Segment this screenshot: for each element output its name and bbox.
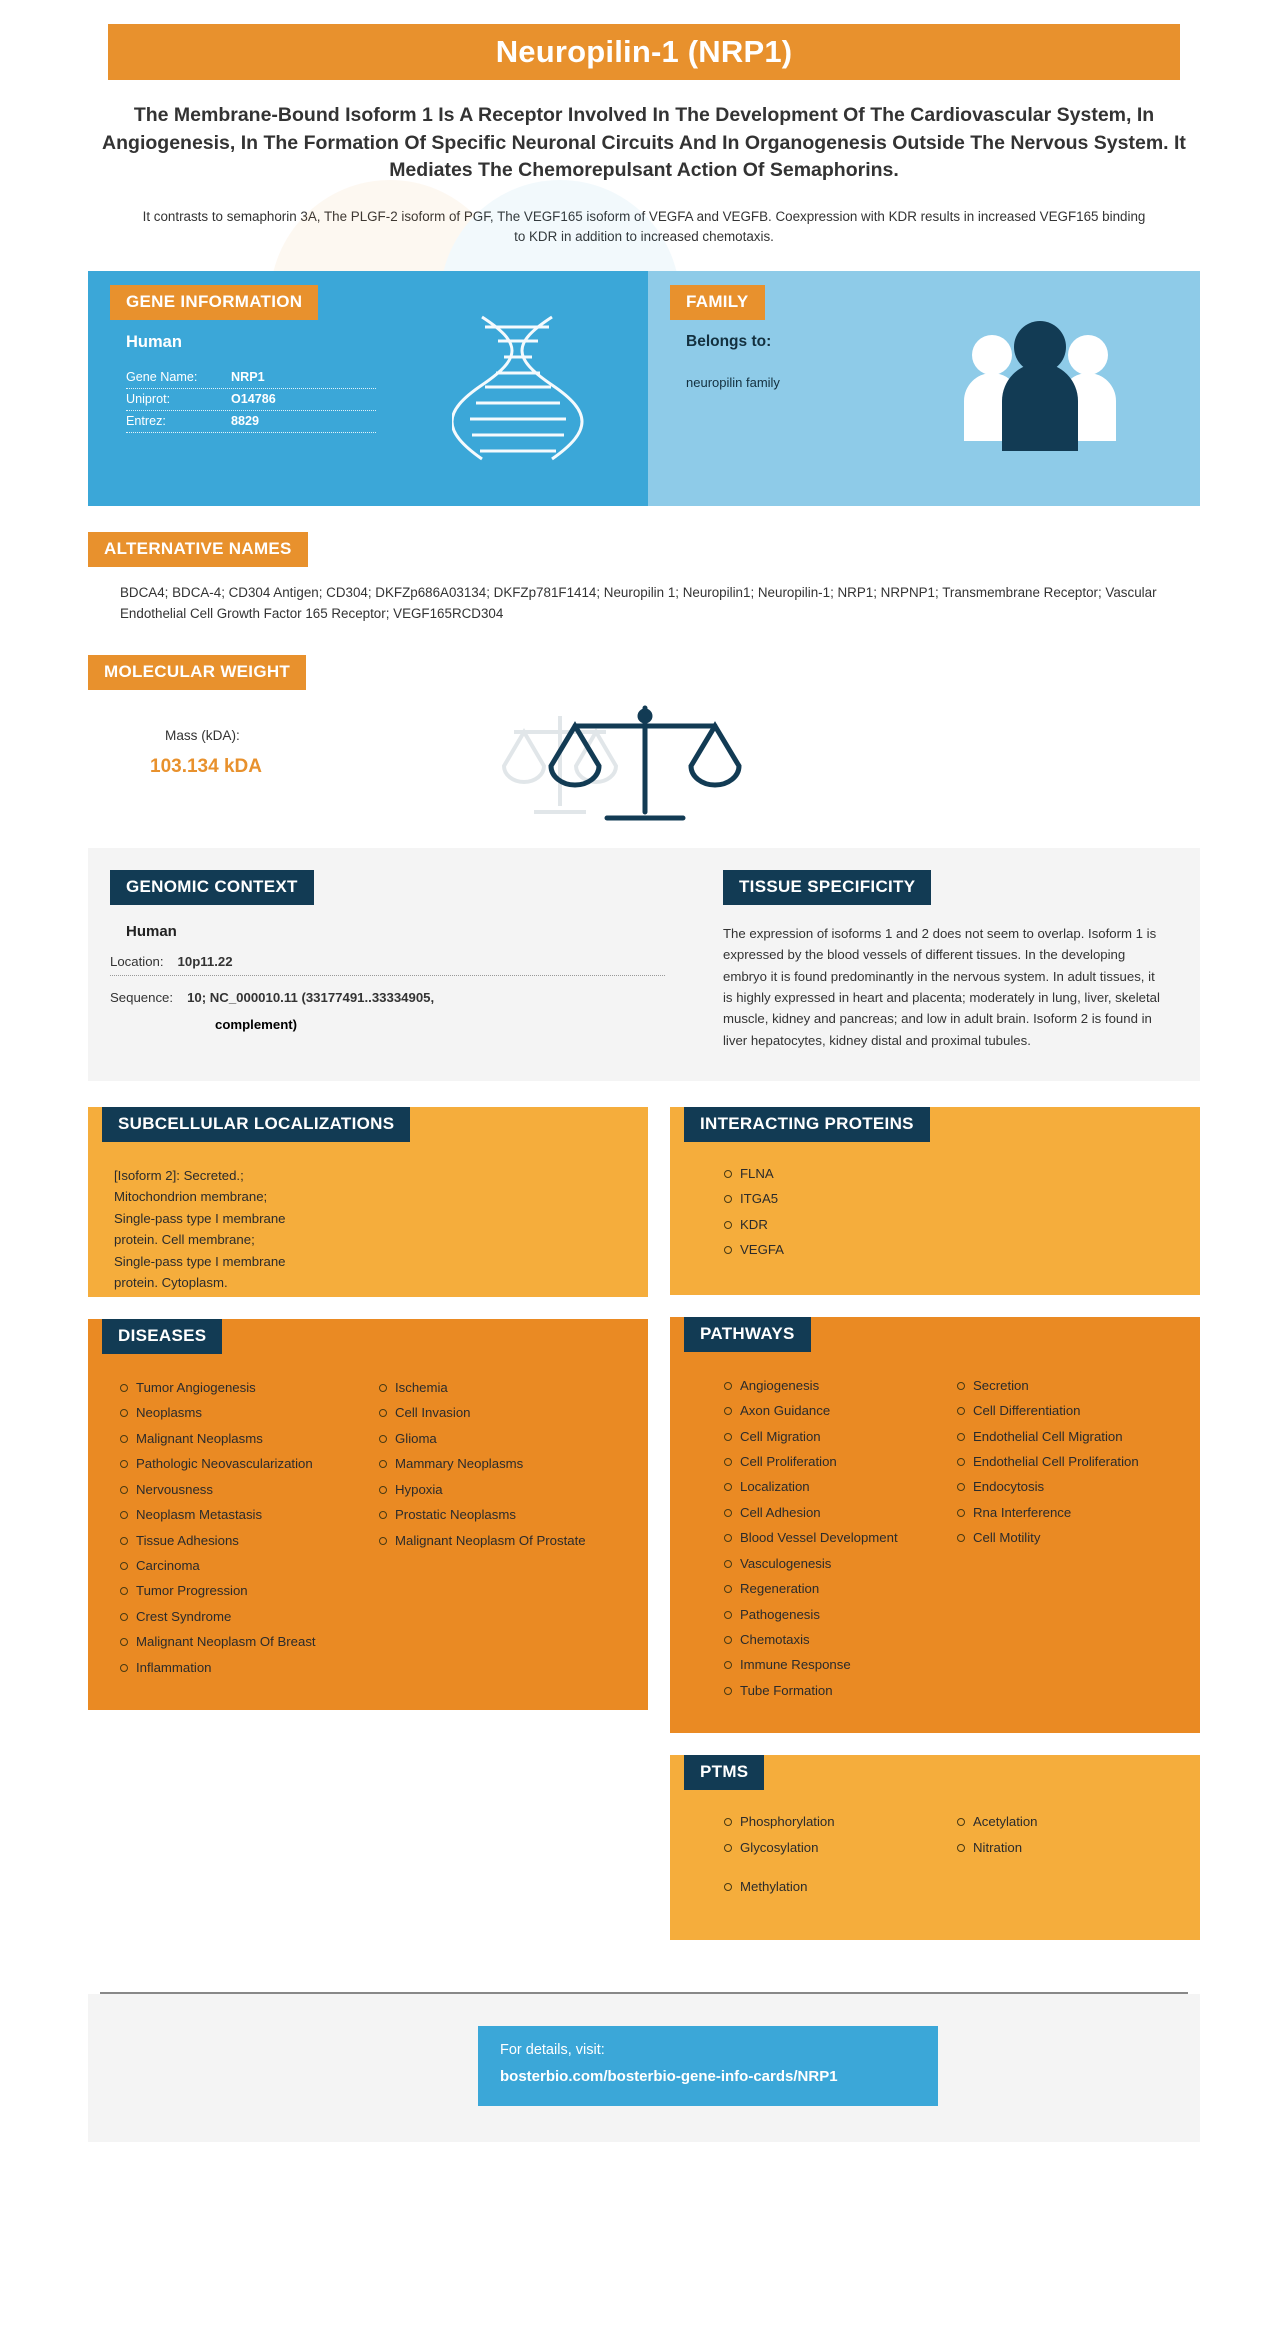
list-item: Cell Invasion — [373, 1404, 622, 1421]
page-title-bar — [108, 24, 1180, 80]
diseases-heading: DISEASES — [102, 1319, 222, 1354]
gene-information-table — [126, 367, 376, 433]
gene-species: Human — [126, 333, 182, 352]
list-item: Glycosylation — [718, 1839, 941, 1856]
list-item: Rna Interference — [951, 1504, 1174, 1521]
interacting-proteins-panel — [670, 1107, 1200, 1295]
family-heading: FAMILY — [670, 285, 765, 320]
sequence-value: 10; NC_000010.11 (33177491..33334905, — [187, 989, 435, 1005]
ptms-heading: PTMS — [684, 1755, 764, 1790]
list-item: Tumor Progression — [114, 1582, 363, 1599]
list-item: Chemotaxis — [718, 1631, 941, 1648]
pathways-panel — [670, 1317, 1200, 1733]
list-item: Cell Motility — [951, 1529, 1174, 1546]
list-item: Neoplasms — [114, 1404, 363, 1421]
entrez-value: 8829 — [231, 414, 260, 429]
list-item: Secretion — [951, 1377, 1174, 1394]
family-value: neuropilin family — [686, 375, 780, 391]
list-item: Tissue Adhesions — [114, 1532, 363, 1549]
panels-right-column — [670, 1107, 1200, 1961]
panels-left-column — [88, 1107, 648, 1732]
list-item: Vasculogenesis — [718, 1555, 941, 1572]
list-item: KDR — [718, 1216, 1174, 1233]
interacting-proteins-list — [718, 1165, 1174, 1259]
mass-value: 103.134 kDA — [150, 755, 262, 777]
tissue-specificity-panel — [683, 870, 1200, 1051]
list-item: Malignant Neoplasm Of Breast — [114, 1633, 363, 1650]
subcellular-localizations-heading: SUBCELLULAR LOCALIZATIONS — [102, 1107, 410, 1142]
list-item: Prostatic Neoplasms — [373, 1506, 622, 1523]
list-item: Phosphorylation — [718, 1813, 941, 1830]
genomic-species: Human — [126, 922, 177, 940]
gene-name-label: Gene Name: — [126, 370, 198, 385]
page-title: Neuropilin-1 (NRP1) — [495, 34, 793, 69]
footer-url[interactable]: bosterbio.com/bosterbio-gene-info-cards/NRP1 — [500, 2067, 838, 2085]
list-item: Inflammation — [114, 1659, 363, 1676]
sequence-label: Sequence: — [110, 989, 174, 1005]
list-item: Neoplasm Metastasis — [114, 1506, 363, 1523]
ptms-panel — [670, 1755, 1200, 1939]
pathways-list-column-2 — [951, 1377, 1174, 1707]
list-item: Methylation — [718, 1878, 941, 1895]
gene-information-panel — [88, 271, 648, 506]
genomic-tissue-band — [88, 848, 1200, 1081]
list-item: Glioma — [373, 1430, 622, 1447]
list-item: Angiogenesis — [718, 1377, 941, 1394]
list-item: ITGA5 — [718, 1190, 1174, 1207]
sequence-row — [110, 990, 665, 1011]
mass-label: Mass (kDA): — [165, 727, 240, 743]
list-item: Ischemia — [373, 1379, 622, 1396]
page-subtitle: The Membrane-Bound Isoform 1 Is A Receptor Involved In The Development Of The Cardiovascular System, In Angiogenesis, In The Formation Of Specific Neuronal Circuits And In Organogenesis Outside The Nervous System. It Mediates The Chemorepulsant Action Of Semaphorins. — [102, 104, 1186, 182]
list-item: Immune Response — [718, 1656, 941, 1673]
table-row — [126, 367, 376, 389]
genomic-context-panel — [88, 870, 683, 1051]
table-row — [126, 389, 376, 411]
list-item: Acetylation — [951, 1813, 1174, 1830]
pathways-heading: PATHWAYS — [684, 1317, 811, 1352]
molecular-weight-body — [0, 700, 1288, 830]
gene-family-row — [88, 271, 1200, 506]
gene-information-heading: GENE INFORMATION — [110, 285, 318, 320]
tissue-specificity-heading: TISSUE SPECIFICITY — [723, 870, 1160, 905]
subcellular-localizations-text: [Isoform 2]: Secreted.; Mitochondrion membrane; Single-pass type I membrane protein. Cell membrane; Single-pass type I membrane protein. Cytoplasm. — [114, 1168, 286, 1290]
genomic-context-heading: GENOMIC CONTEXT — [110, 870, 665, 905]
list-item: Pathologic Neovascularization — [114, 1455, 363, 1472]
list-item: Tube Formation — [718, 1682, 941, 1699]
ptms-list-column-1 — [718, 1813, 941, 1903]
list-item: Malignant Neoplasms — [114, 1430, 363, 1447]
details-link-box[interactable] — [478, 2026, 938, 2106]
entrez-label: Entrez: — [126, 414, 166, 429]
location-value: 10p11.22 — [177, 953, 233, 969]
list-item: Cell Adhesion — [718, 1504, 941, 1521]
tissue-specificity-text: The expression of isoforms 1 and 2 does not seem to overlap. Isoform 1 is expressed by the blood vessels of different tissues. In the developing embryo it is found predominantly in the nervous system. In adult tissues, it is highly expressed in heart and placenta; moderately in lung, liver, skeletal muscle, kidney and pancreas; and low in adult brain. Isoform 2 is found in liver hepatocytes, kidney distal and proximal tubules. — [723, 925, 1160, 1048]
list-item: Endocytosis — [951, 1478, 1174, 1495]
list-item: Cell Proliferation — [718, 1453, 941, 1470]
list-item: VEGFA — [718, 1241, 1174, 1258]
list-item: Tumor Angiogenesis — [114, 1379, 363, 1396]
uniprot-value: O14786 — [231, 392, 276, 407]
list-item: Endothelial Cell Migration — [951, 1428, 1174, 1445]
diseases-list-column-2 — [373, 1379, 622, 1684]
list-item: Cell Differentiation — [951, 1402, 1174, 1419]
footer-prompt: For details, visit: — [500, 2041, 605, 2058]
location-row — [110, 954, 665, 976]
list-item: Pathogenesis — [718, 1606, 941, 1623]
table-row — [126, 411, 376, 433]
family-label: Belongs to: — [686, 333, 772, 351]
list-item: Crest Syndrome — [114, 1608, 363, 1625]
footer-band — [88, 1994, 1200, 2142]
list-item: Blood Vessel Development — [718, 1529, 941, 1546]
list-item: Nervousness — [114, 1481, 363, 1498]
balance-scale-icon — [545, 700, 745, 830]
gene-name-value: NRP1 — [231, 370, 265, 385]
page-blurb: It contrasts to semaphorin 3A, The PLGF-2 isoform of PGF, The VEGF165 isoform of VEGFA and VEGFB. Coexpression with KDR results in increased VEGF165 binding to KDR in addition to increased chemotaxis. — [142, 209, 1146, 245]
pathways-list-column-1 — [718, 1377, 941, 1707]
list-item: FLNA — [718, 1165, 1174, 1182]
uniprot-label: Uniprot: — [126, 392, 171, 407]
list-item: Cell Migration — [718, 1428, 941, 1445]
list-item: Mammary Neoplasms — [373, 1455, 622, 1472]
people-group-icon — [950, 313, 1130, 453]
ptms-list-column-2 — [951, 1813, 1174, 1903]
alternative-names-text: BDCA4; BDCA-4; CD304 Antigen; CD304; DKFZp686A03134; DKFZp781F1414; Neuropilin 1; Neuropilin1; Neuropilin-1; NRP1; NRPNP1; Transmembrane Receptor; Vascular Endothelial Cell Growth Factor 165 Receptor; VEGF165RCD304 — [120, 585, 1157, 622]
list-item: Carcinoma — [114, 1557, 363, 1574]
diseases-panel — [88, 1319, 648, 1710]
subcellular-localizations-panel — [88, 1107, 648, 1297]
interacting-proteins-heading: INTERACTING PROTEINS — [684, 1107, 930, 1142]
list-item: Axon Guidance — [718, 1402, 941, 1419]
list-item: Localization — [718, 1478, 941, 1495]
list-item: Hypoxia — [373, 1481, 622, 1498]
molecular-weight-heading: MOLECULAR WEIGHT — [88, 655, 1288, 690]
family-panel — [648, 271, 1200, 506]
list-item: Endothelial Cell Proliferation — [951, 1453, 1174, 1470]
list-item: Nitration — [951, 1839, 1174, 1856]
sequence-value-continued: complement) — [215, 1016, 298, 1032]
alternative-names-heading: ALTERNATIVE NAMES — [88, 532, 1288, 567]
location-label: Location: — [110, 953, 164, 969]
list-item: Regeneration — [718, 1580, 941, 1597]
diseases-list-column-1 — [114, 1379, 363, 1684]
panels-grid — [88, 1107, 1200, 1961]
dna-helix-icon — [452, 313, 592, 463]
list-item: Malignant Neoplasm Of Prostate — [373, 1532, 622, 1549]
